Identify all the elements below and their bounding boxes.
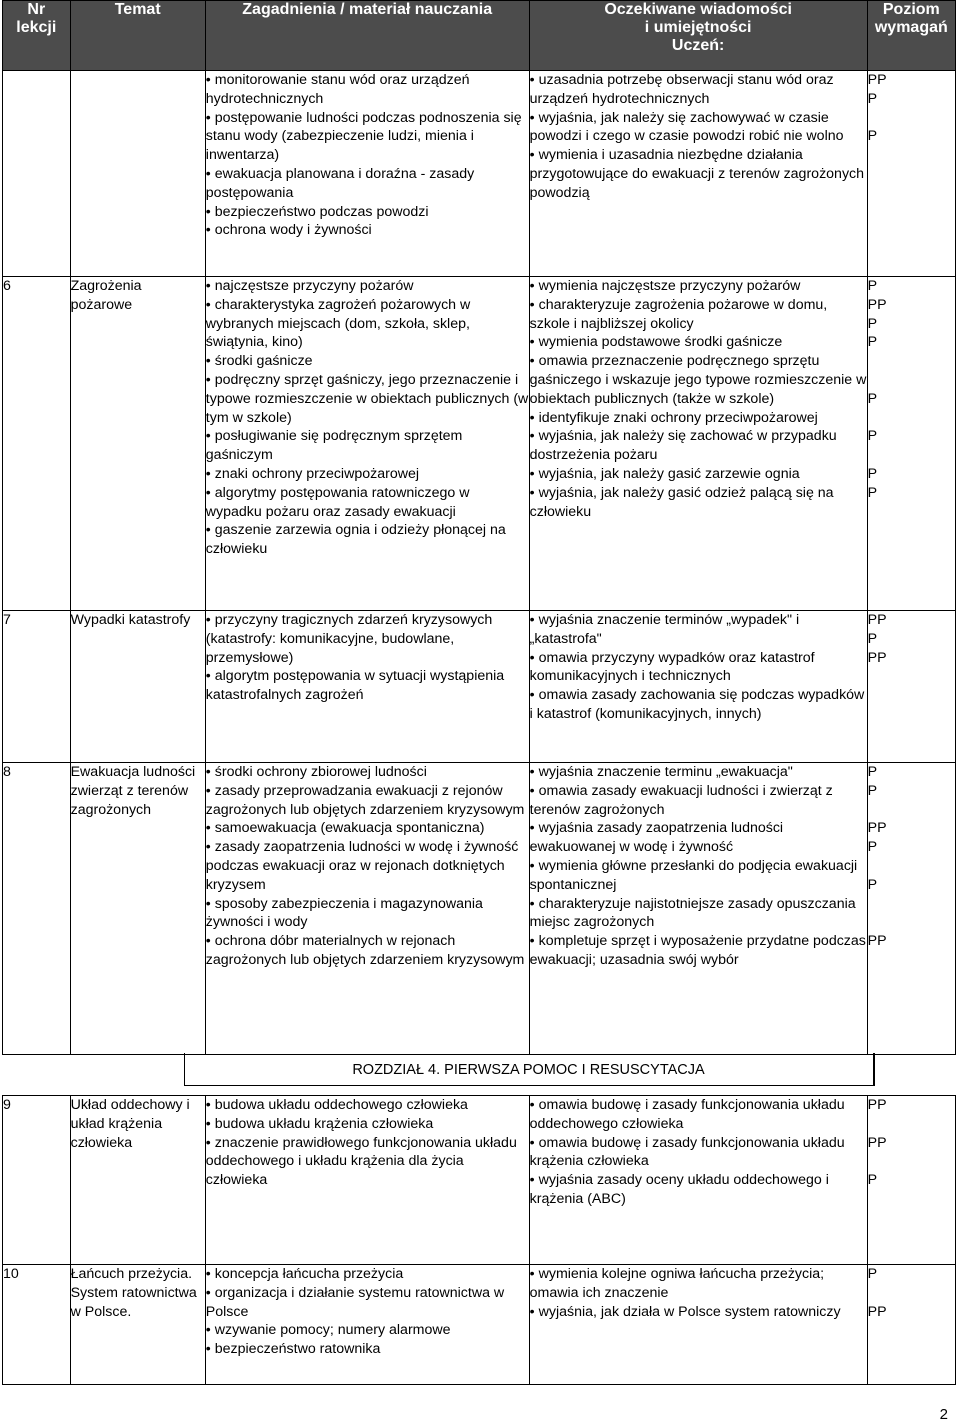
level-cell <box>867 1265 955 1385</box>
level-value: PP <box>867 1303 887 1320</box>
table-row <box>3 763 956 1055</box>
material-item: • budowa układu krążenia człowieka <box>206 1115 529 1134</box>
material-item: • samoewakuacja (ewakuacja spontaniczna) <box>206 819 529 838</box>
level-value: PP <box>867 296 887 313</box>
level-value: P <box>867 782 878 799</box>
level-value: PP <box>867 933 887 950</box>
expected-item: • uzasadnia potrzebę obserwacji stanu wód oraz urządzeń hydrotechnicznych <box>530 71 867 109</box>
level-cell <box>867 611 955 763</box>
level-value: P <box>867 876 878 893</box>
expected-item: • omawia budowę i zasady funkcjonowania układu krążenia człowieka <box>530 1134 867 1172</box>
table-row <box>3 1265 956 1385</box>
material-item: • wzywanie pomocy; numery alarmowe <box>206 1321 529 1340</box>
header-level: Poziom wymagań <box>867 1 955 71</box>
level-cell <box>867 1096 955 1265</box>
material-item: • podręczny sprzęt gaśniczy, jego przeznaczenie i typowe rozmieszczenie w obiektach publicznych (w tym w szkole) <box>206 371 529 427</box>
material-item: • algorytmy postępowania ratowniczego w wypadku pożaru oraz zasady ewakuacji <box>206 484 529 522</box>
material-item: • sposoby zabezpieczenia i magazynowania żywności i wody <box>206 895 529 933</box>
material-item: • gaszenie zarzewia ognia i odzieży płonącej na człowieku <box>206 521 529 559</box>
expected-item: • wyjaśnia, jak należy gasić zarzewie ognia <box>530 465 867 484</box>
table-row <box>3 71 956 277</box>
table-row <box>3 611 956 763</box>
level-value: P <box>867 465 878 482</box>
material-item: • zasady przeprowadzania ewakuacji z rejonów zagrożonych lub objętych zdarzeniem kryzysowym <box>206 782 529 820</box>
material-item: • znaczenie prawidłowego funkcjonowania układu oddechowego i układu krążenia dla życia człowieka <box>206 1134 529 1190</box>
level-value <box>868 801 955 820</box>
level-value: P <box>867 428 878 445</box>
level-value: P <box>867 1266 878 1282</box>
level-value: PP <box>867 72 887 88</box>
expected-item: • wyjaśnia, jak należy się zachować w przypadku dostrzeżenia pożaru <box>530 427 867 465</box>
level-value: P <box>867 278 878 294</box>
material-item: • budowa układu oddechowego człowieka <box>206 1096 529 1115</box>
material-cell <box>205 1265 529 1385</box>
expected-item: • kompletuje sprzęt i wyposażenie przydatne podczas ewakuacji; uzasadnia swój wybór <box>530 932 867 970</box>
level-value: P <box>867 315 878 332</box>
material-item: • zasady zaopatrzenia ludności w wodę i żywność podczas ewakuacji oraz w rejonach dotkniętych kryzysem <box>206 838 529 894</box>
expected-item: • wyjaśnia, jak należy gasić odzież palącą się na człowieku <box>530 484 867 522</box>
material-cell <box>205 71 529 277</box>
lesson-number: 8 <box>3 763 71 1055</box>
expected-item: • wyjaśnia zasady zaopatrzenia ludności ewakuowanej w wodę i żywność <box>530 819 867 857</box>
material-item: • organizacja i działanie systemu ratownictwa w Polsce <box>206 1284 529 1322</box>
chapter-row <box>3 1055 956 1096</box>
expected-item: • omawia budowę i zasady funkcjonowania układu oddechowego człowieka <box>530 1096 867 1134</box>
expected-item: • identyfikuje znaki ochrony przeciwpożarowej <box>530 409 867 428</box>
lesson-number: 10 <box>3 1265 71 1385</box>
lesson-topic <box>70 71 205 277</box>
lesson-topic: Ewakuacja ludności zwierząt z terenów zagrożonych <box>70 763 205 1055</box>
material-cell <box>205 277 529 611</box>
table-header-row <box>3 1 956 71</box>
level-value: P <box>867 90 878 107</box>
expected-skills-cell <box>529 1265 867 1385</box>
expected-item: • wyjaśnia znaczenie terminów „wypadek" i „katastrofa" <box>530 611 867 649</box>
expected-item: • omawia przyczyny wypadków oraz katastrof komunikacyjnych i technicznych <box>530 649 867 687</box>
expected-skills-cell <box>529 277 867 611</box>
expected-item: • wymienia podstawowe środki gaśnicze <box>530 333 867 352</box>
level-value <box>868 352 955 371</box>
material-item: • charakterystyka zagrożeń pożarowych w wybranych miejscach (dom, szkoła, sklep, świątynia, kino) <box>206 296 529 352</box>
level-value <box>868 857 955 876</box>
level-value: P <box>867 1172 878 1189</box>
level-value: P <box>867 630 878 647</box>
material-item: • najczęstsze przyczyny pożarów <box>206 277 529 296</box>
expected-item: • wymienia i uzasadnia niezbędne działania przygotowujące do ewakuacji z terenów zagrożonych powodzią <box>530 146 867 202</box>
material-item: • środki ochrony zbiorowej ludności <box>206 763 529 782</box>
level-value <box>868 895 955 914</box>
expected-item: • wyjaśnia zasady oceny układu oddechowego i krążenia (ABC) <box>530 1171 867 1209</box>
expected-item: • wyjaśnia, jak należy się zachowywać w czasie powodzi i czego w czasie powodzi robić nie wolno <box>530 109 867 147</box>
material-item: • monitorowanie stanu wód oraz urządzeń hydrotechnicznych <box>206 71 529 109</box>
material-cell <box>205 763 529 1055</box>
curriculum-table <box>2 0 956 1385</box>
material-cell <box>205 1096 529 1265</box>
level-value <box>868 913 955 932</box>
level-value: P <box>867 839 878 856</box>
level-value <box>868 1115 955 1134</box>
level-value <box>868 371 955 390</box>
material-item: • ochrona dóbr materialnych w rejonach zagrożonych lub objętych zdarzeniem kryzysowym <box>206 932 529 970</box>
level-value: PP <box>867 612 887 628</box>
header-expected: Oczekiwane wiadomości i umiejętności Uczeń: <box>529 1 867 71</box>
lesson-topic: Zagrożenia pożarowe <box>70 277 205 611</box>
level-value: P <box>867 390 878 407</box>
level-value: PP <box>867 1134 887 1151</box>
level-cell <box>867 277 955 611</box>
level-value <box>868 409 955 428</box>
lesson-number <box>3 71 71 277</box>
level-value: P <box>867 764 878 780</box>
lesson-topic: Wypadki katastrofy <box>70 611 205 763</box>
material-item: • przyczyny tragicznych zdarzeń kryzysowych (katastrofy: komunikacyjne, budowlane, przemysłowe) <box>206 611 529 667</box>
expected-skills-cell <box>529 763 867 1055</box>
expected-item: • omawia przeznaczenie podręcznego sprzętu gaśniczego i wskazuje jego typowe rozmieszczenie w obiektach publicznych (także w szkole) <box>530 352 867 408</box>
level-value: P <box>867 128 878 145</box>
expected-item: • omawia zasady ewakuacji ludności i zwierząt z terenów zagrożonych <box>530 782 867 820</box>
expected-item: • omawia zasady zachowania się podczas wypadków i katastrof (komunikacyjnych, innych) <box>530 686 867 724</box>
level-value: P <box>867 484 878 501</box>
expected-skills-cell <box>529 71 867 277</box>
material-item: • bezpieczeństwo podczas powodzi <box>206 203 529 222</box>
expected-item: • charakteryzuje najistotniejsze zasady opuszczania miejsc zagrożonych <box>530 895 867 933</box>
level-value <box>868 1152 955 1171</box>
header-nr: Nr lekcji <box>3 1 71 71</box>
table-row <box>3 277 956 611</box>
material-item: • środki gaśnicze <box>206 352 529 371</box>
level-value: PP <box>867 1097 887 1113</box>
level-cell <box>867 763 955 1055</box>
material-item: • postępowanie ludności podczas podnoszenia się stanu wody (zabezpieczenie ludzi, mienia i inwentarza) <box>206 109 529 165</box>
lesson-number: 6 <box>3 277 71 611</box>
material-item: • ochrona wody i żywności <box>206 221 529 240</box>
expected-item: • wyjaśnia znaczenie terminu „ewakuacja" <box>530 763 867 782</box>
expected-item: • wymienia najczęstsze przyczyny pożarów <box>530 277 867 296</box>
header-material: Zagadnienia / materiał nauczania <box>205 1 529 71</box>
level-value <box>868 446 955 465</box>
material-cell <box>205 611 529 763</box>
level-value <box>868 109 955 128</box>
material-item: • posługiwanie się podręcznym sprzętem gaśniczym <box>206 427 529 465</box>
chapter-title: ROZDZIAŁ 4. PIERWSZA POMOC I RESUSCYTACJA <box>184 1053 875 1086</box>
material-item: • koncepcja łańcucha przeżycia <box>206 1265 529 1284</box>
lesson-topic: Układ oddechowy i układ krążenia człowieka <box>70 1096 205 1265</box>
lesson-topic: Łańcuch przeżycia. System ratownictwa w Polsce. <box>70 1265 205 1385</box>
expected-item: • wymienia główne przesłanki do podjęcia ewakuacji spontanicznej <box>530 857 867 895</box>
expected-skills-cell <box>529 1096 867 1265</box>
level-cell <box>867 71 955 277</box>
page-number: 2 <box>939 1406 948 1423</box>
level-value: PP <box>867 649 887 666</box>
lesson-number: 9 <box>3 1096 71 1265</box>
header-topic: Temat <box>70 1 205 71</box>
level-value: P <box>867 334 878 351</box>
lesson-number: 7 <box>3 611 71 763</box>
expected-item: • wyjaśnia, jak działa w Polsce system ratowniczy <box>530 1303 867 1322</box>
material-item: • znaki ochrony przeciwpożarowej <box>206 465 529 484</box>
expected-item: • wymienia kolejne ogniwa łańcucha przeżycia; omawia ich znaczenie <box>530 1265 867 1303</box>
table-row <box>3 1096 956 1265</box>
level-value <box>868 1284 955 1303</box>
expected-skills-cell <box>529 611 867 763</box>
material-item: • algorytm postępowania w sytuacji wystąpienia katastrofalnych zagrożeń <box>206 667 529 705</box>
material-item: • bezpieczeństwo ratownika <box>206 1340 529 1359</box>
level-value: PP <box>867 820 887 837</box>
material-item: • ewakuacja planowana i doraźna - zasady postępowania <box>206 165 529 203</box>
expected-item: • charakteryzuje zagrożenia pożarowe w domu, szkole i najbliższej okolicy <box>530 296 867 334</box>
